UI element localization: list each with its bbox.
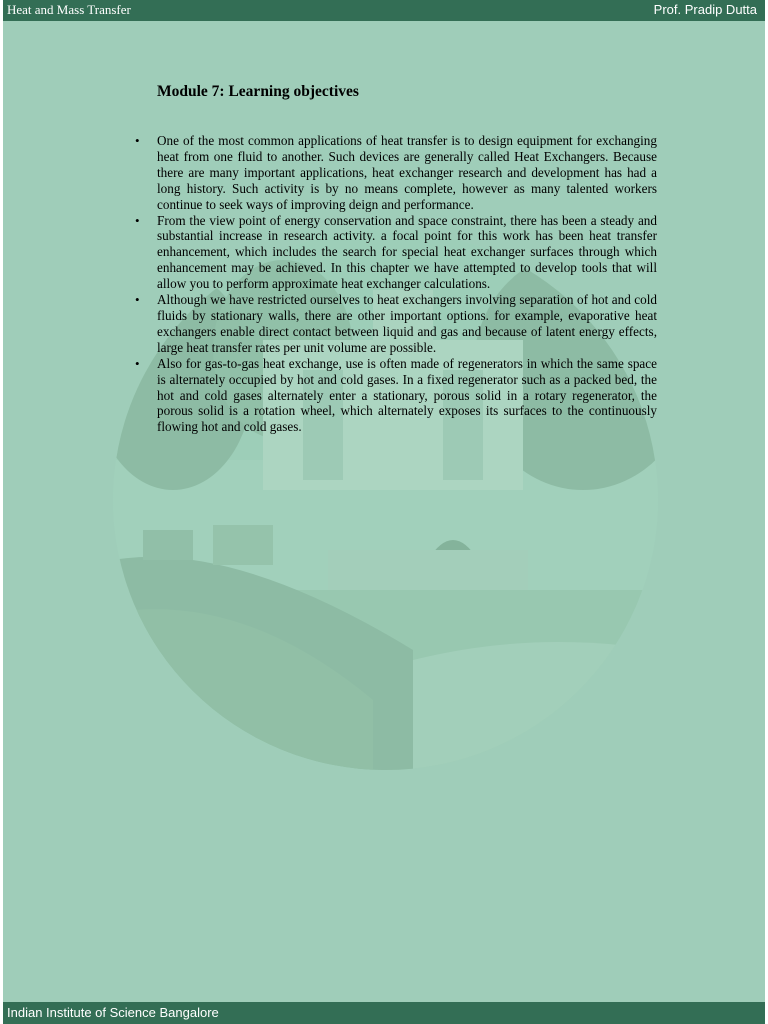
bullet-icon: • [135, 212, 140, 228]
list-item [135, 292, 657, 356]
document-page [3, 0, 765, 1024]
course-title: Heat and Mass Transfer [7, 2, 131, 17]
bullet-icon: • [135, 292, 140, 308]
list-item [135, 355, 657, 436]
learning-objectives-list [135, 133, 657, 435]
list-item [135, 133, 657, 213]
page-footer [3, 1002, 765, 1024]
author-name: Prof. Pradip Dutta [653, 2, 757, 17]
bullet-icon: • [135, 133, 140, 148]
objective-text: Also for gas-to-gas heat exchange, use is often made of regenerators in which the same space is alternately occupied by hot and cold gases. In a fixed regenerator such as a packed bed, the hot and cold gases alternately enter a stationary, porous solid in a rotary regenerator, the porous solid is a rotation wheel, which alternately exposes its surfaces to the continuously flowing hot and cold gases. [157, 355, 657, 435]
list-item [135, 212, 657, 293]
objective-text: From the view point of energy conservation and space constraint, there has been a steady and substantial increase in research activity. a focal point for this work has been heat transfer enhancement, which includes the search for special heat exchanger surfaces through which enhancement may be achieved. In this chapter we have attempted to develop tools that will allow you to perform approximate heat exchanger calculations. [157, 212, 657, 292]
module-title: Module 7: Learning objectives [157, 83, 359, 100]
objective-text: One of the most common applications of heat transfer is to design equipment for exchanging heat from one fluid to another. Such devices are generally called Heat Exchangers. Because there are many important applications, heat exchanger research and development has had a long history. Such activity is by no means complete, however as many talented workers continue to seek ways of improving deign and performance. [157, 133, 657, 212]
page-header [3, 0, 765, 21]
bullet-icon: • [135, 355, 140, 371]
objective-text: Although we have restricted ourselves to heat exchangers involving separation of hot and cold fluids by stationary walls, there are other important options. for example, evaporative heat exchangers enable direct contact between liquid and gas and because of latent energy effects, large heat transfer rates per unit volume are possible. [157, 292, 657, 355]
institute-name: Indian Institute of Science Bangalore [7, 1005, 219, 1020]
